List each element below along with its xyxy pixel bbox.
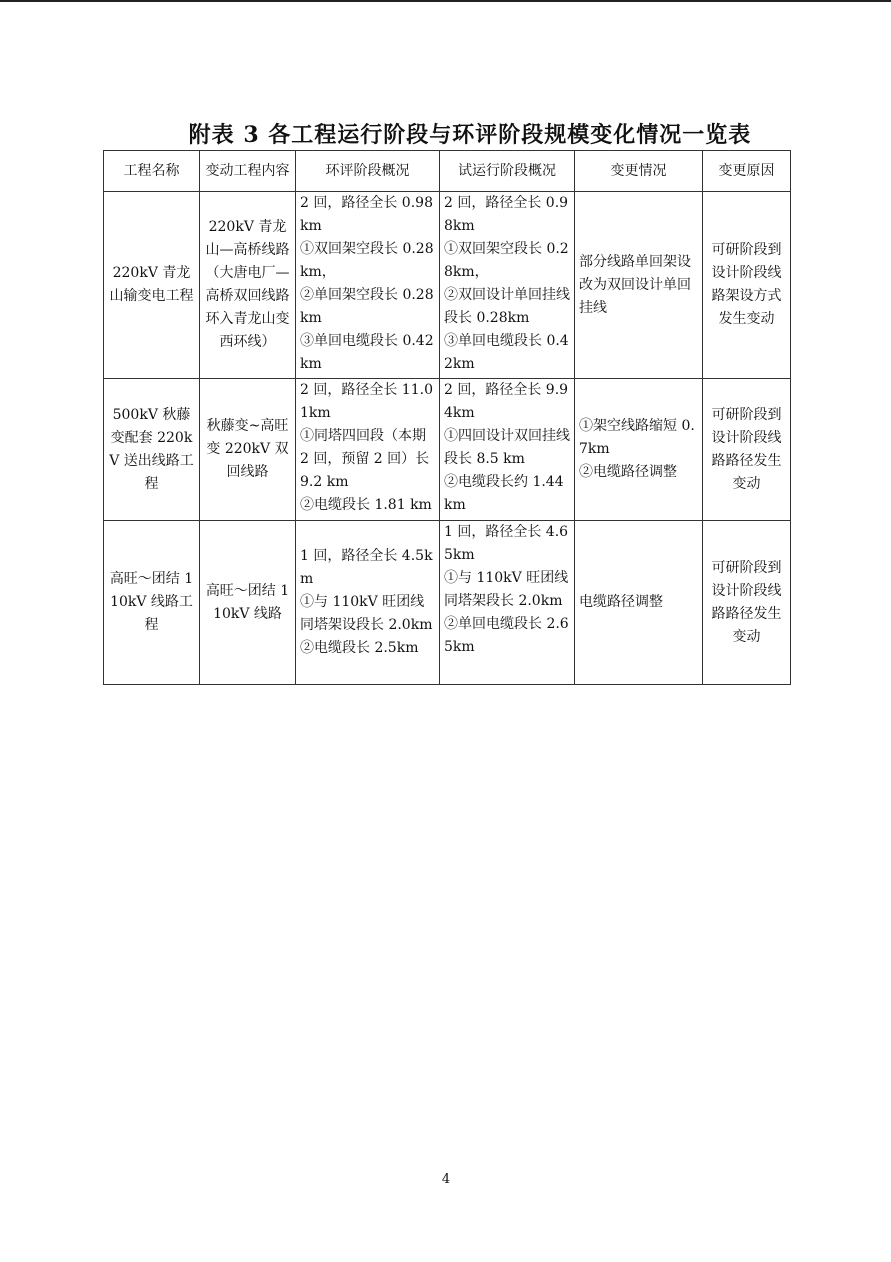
cell-change-content: 秋藤变~高旺变 220kV 双回线路 bbox=[200, 379, 296, 521]
table-row bbox=[104, 521, 791, 685]
trial-line: ③单回电缆段长 0.42km bbox=[444, 333, 569, 372]
trial-line: 2 回，路径全长 0.98km bbox=[444, 195, 569, 234]
header-change-status: 变更情况 bbox=[575, 151, 703, 192]
cell-project-name: 高旺～团结 110kV 线路工程 bbox=[104, 521, 200, 685]
cell-change-reason: 可研阶段到设计阶段线路路径发生变动 bbox=[703, 379, 791, 521]
cell-change-status bbox=[575, 521, 703, 685]
cell-eia-overview bbox=[296, 521, 440, 685]
table-row bbox=[104, 192, 791, 379]
eia-line: 1 回，路径全长 4.5km bbox=[300, 548, 433, 587]
page-number: 4 bbox=[441, 1172, 451, 1187]
eia-line: 2 回，路径全长 0.98km bbox=[300, 195, 433, 234]
eia-line: ②电缆段长 2.5km bbox=[300, 640, 419, 656]
table-row bbox=[104, 379, 791, 521]
change-line: ②电缆路径调整 bbox=[579, 464, 677, 480]
cell-change-reason: 可研阶段到设计阶段线路架设方式发生变动 bbox=[703, 192, 791, 379]
top-border-line bbox=[0, 0, 892, 2]
change-line: ①架空线路缩短 0.7km bbox=[579, 418, 695, 457]
header-project-name: 工程名称 bbox=[104, 151, 200, 192]
header-eia-overview: 环评阶段概况 bbox=[296, 151, 440, 192]
cell-project-name: 220kV 青龙山输变电工程 bbox=[104, 192, 200, 379]
cell-trial-overview bbox=[440, 521, 575, 685]
trial-line: ①与 110kV 旺团线同塔架段长 2.0km bbox=[444, 570, 569, 609]
change-line: 部分线路单回架设改为双回设计单回挂线 bbox=[579, 253, 691, 316]
trial-line: ②双回设计单回挂线段长 0.28km bbox=[444, 287, 570, 326]
cell-trial-overview bbox=[440, 192, 575, 379]
eia-line: ②电缆段长 1.81 km bbox=[300, 497, 432, 513]
cell-trial-overview bbox=[440, 379, 575, 521]
scale-change-table bbox=[103, 150, 791, 685]
cell-project-name: 500kV 秋藤变配套 220kV 送出线路工程 bbox=[104, 379, 200, 521]
cell-eia-overview bbox=[296, 192, 440, 379]
change-line: 电缆路径调整 bbox=[579, 594, 663, 610]
trial-line: ①四回设计双回挂线段长 8.5 km bbox=[444, 428, 570, 467]
table-header-row bbox=[104, 151, 791, 192]
trial-line: ②单回电缆段长 2.65km bbox=[444, 616, 569, 655]
cell-change-status bbox=[575, 379, 703, 521]
eia-line: ③单回电缆段长 0.42km bbox=[300, 333, 434, 372]
eia-line: ①双回架空段长 0.28km， bbox=[300, 241, 434, 280]
trial-line: 1 回，路径全长 4.65km bbox=[444, 524, 569, 563]
trial-line: ②电缆段长约 1.44 km bbox=[444, 474, 564, 513]
header-trial-overview: 试运行阶段概况 bbox=[440, 151, 575, 192]
header-change-content: 变动工程内容 bbox=[200, 151, 296, 192]
eia-line: 2 回，路径全长 11.01km bbox=[300, 382, 433, 421]
cell-change-content: 220kV 青龙山—高桥线路（大唐电厂—高桥双回线路环入青龙山变西环线） bbox=[200, 192, 296, 379]
trial-line: 2 回，路径全长 9.94km bbox=[444, 382, 569, 421]
header-change-reason: 变更原因 bbox=[703, 151, 791, 192]
eia-line: ①同塔四回段（本期 2 回，预留 2 回）长 9.2 km bbox=[300, 428, 430, 490]
cell-change-status bbox=[575, 192, 703, 379]
eia-line: ①与 110kV 旺团线同塔架设段长 2.0km bbox=[300, 594, 433, 633]
cell-change-content: 高旺～团结 110kV 线路 bbox=[200, 521, 296, 685]
cell-change-reason: 可研阶段到设计阶段线路路径发生变动 bbox=[703, 521, 791, 685]
trial-line: ①双回架空段长 0.28km， bbox=[444, 241, 569, 280]
cell-eia-overview bbox=[296, 379, 440, 521]
eia-line: ②单回架空段长 0.28km bbox=[300, 287, 434, 326]
page-title: 附表 3 各工程运行阶段与环评阶段规模变化情况一览表 bbox=[188, 122, 752, 148]
